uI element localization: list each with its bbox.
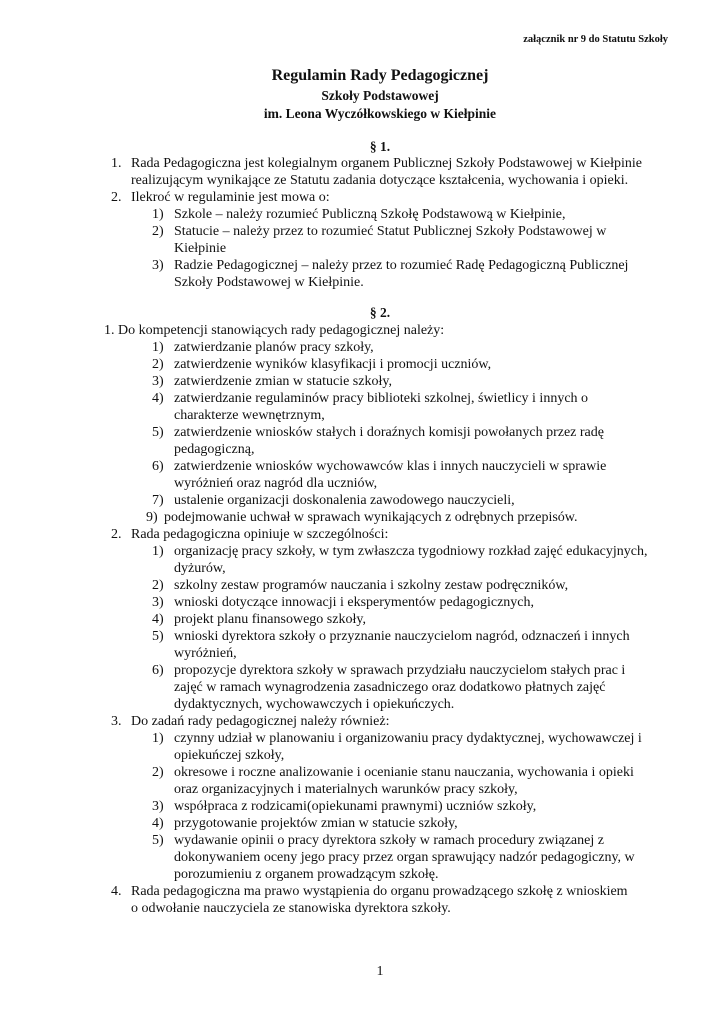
s1-item-2-number: 2. bbox=[111, 190, 122, 205]
s2-p3-item-number: 5) bbox=[152, 833, 164, 848]
document-subtitle-patron: im. Leona Wyczółkowskiego w Kiełpinie bbox=[263, 106, 497, 121]
s2-p1-item-line: pedagogiczną, bbox=[174, 442, 255, 457]
s2-p1-item-number: 5) bbox=[152, 425, 164, 440]
s1-sub-2-number: 2) bbox=[152, 224, 164, 239]
s2-p2-item-line: organizację pracy szkoły, w tym zwłaszcza tygodniowy rozkład zajęć edukacyjnych, bbox=[174, 544, 648, 559]
s2-p2-item-number: 1) bbox=[152, 544, 164, 559]
s2-p2-item-number: 4) bbox=[152, 612, 164, 627]
s1-sub-2-line-2: Kiełpinie bbox=[174, 241, 227, 256]
s2-p1-item-number: 7) bbox=[152, 493, 164, 508]
section-1-heading: § 1. bbox=[369, 139, 391, 154]
s2-paragraph-3: Do zadań rady pedagogicznej należy również: bbox=[131, 714, 390, 729]
s2-p2-item-line: propozycje dyrektora szkoły w sprawach przydziału nauczycielom stałych prac i bbox=[174, 663, 626, 678]
s2-p2-item-line: szkolny zestaw programów nauczania i szkolny zestaw podręczników, bbox=[174, 578, 569, 593]
s2-p1-item-line: zatwierdzanie planów pracy szkoły, bbox=[174, 340, 374, 355]
s2-p3-item-line: okresowe i roczne analizowanie i ocenianie stanu nauczania, wychowania i opieki bbox=[174, 765, 634, 780]
s1-sub-3-number: 3) bbox=[152, 258, 164, 273]
s1-sub-3-line-2: Szkoły Podstawowej w Kiełpinie. bbox=[174, 275, 364, 290]
document-title: Regulamin Rady Pedagogicznej bbox=[271, 67, 489, 84]
s1-sub-1-line-1: Szkole – należy rozumieć Publiczną Szkołę Podstawową w Kiełpinie, bbox=[174, 207, 566, 222]
s2-p2-item-line: wyróżnień, bbox=[174, 646, 237, 661]
s2-p3-item-line: przygotowanie projektów zmian w statucie szkoły, bbox=[174, 816, 458, 831]
annex-label: załącznik nr 9 do Statutu Szkoły bbox=[523, 34, 668, 45]
s2-p2-item-line: wnioski dyrektora szkoły o przyznanie nauczycielom nagród, odznaczeń i innych bbox=[174, 629, 630, 644]
s2-p3-item-line: porozumieniu z organem prowadzącym szkołę. bbox=[174, 867, 439, 882]
s2-p1-item-line: ustalenie organizacji doskonalenia zawodowego nauczycieli, bbox=[174, 493, 515, 508]
s2-p1-item-line: charakterze wewnętrznym, bbox=[174, 408, 325, 423]
s2-paragraph-2-number: 2. bbox=[111, 527, 122, 542]
s2-p2-item-line: wnioski dotyczące innowacji i eksperymentów pedagogicznych, bbox=[174, 595, 534, 610]
s2-p1-item-line: zatwierdzenie wniosków wychowawców klas i innych nauczycieli w sprawie bbox=[174, 459, 607, 474]
page-number: 1 bbox=[376, 964, 384, 979]
section-2-heading: § 2. bbox=[369, 305, 391, 320]
s2-paragraph-1: 1. Do kompetencji stanowiących rady pedagogicznej należy: bbox=[104, 323, 445, 338]
s1-sub-1-number: 1) bbox=[152, 207, 164, 222]
s2-p1-item-line: zatwierdzenie wniosków stałych i doraźnych komisji powołanych przez radę bbox=[174, 425, 604, 440]
s2-p3-item-line: oraz organizacyjnych i materialnych warunków pracy szkoły, bbox=[174, 782, 518, 797]
s2-p1-item-number: 4) bbox=[152, 391, 164, 406]
s2-p1-item-line: zatwierdzenie zmian w statucie szkoły, bbox=[174, 374, 392, 389]
s2-p2-item-line: zajęć w ramach wynagrodzenia zasadniczego oraz dodatkowo płatnych zajęć bbox=[174, 680, 606, 695]
s2-p1-item-line: podejmowanie uchwał w sprawach wynikających z odrębnych przepisów. bbox=[164, 510, 578, 525]
s2-p1-item-number: 1) bbox=[152, 340, 164, 355]
s2-p1-item-line: zatwierdzanie regulaminów pracy biblioteki szkolnej, świetlicy i innych o bbox=[174, 391, 589, 406]
s2-p1-item-line: wyróżnień oraz nagród dla uczniów, bbox=[174, 476, 378, 491]
s2-p2-item-line: dydaktycznych, wychowawczych i opiekuńczych. bbox=[174, 697, 455, 712]
s2-p2-item-line: dyżurów, bbox=[174, 561, 226, 576]
s1-item-1-line-1: Rada Pedagogiczna jest kolegialnym organem Publicznej Szkoły Podstawowej w Kiełpinie bbox=[131, 156, 643, 171]
s2-p3-item-number: 3) bbox=[152, 799, 164, 814]
s1-sub-2-line-1: Statucie – należy przez to rozumieć Statut Publicznej Szkoły Podstawowej w bbox=[174, 224, 607, 239]
s2-p3-item-line: czynny udział w planowaniu i organizowaniu pracy dydaktycznej, wychowawczej i bbox=[174, 731, 642, 746]
s2-paragraph-4-number: 4. bbox=[111, 884, 122, 899]
s1-item-1-number: 1. bbox=[111, 156, 122, 171]
s2-p3-item-line: opiekuńczej szkoły, bbox=[174, 748, 285, 763]
s2-p1-item-number: 6) bbox=[152, 459, 164, 474]
s2-paragraph-3-number: 3. bbox=[111, 714, 122, 729]
s2-p3-item-line: wydawanie opinii o pracy dyrektora szkoły w ramach procedury związanej z bbox=[174, 833, 604, 848]
s2-p1-item-number: 9) bbox=[146, 510, 158, 525]
s2-p2-item-line: projekt planu finansowego szkoły, bbox=[174, 612, 366, 627]
document-subtitle-school: Szkoły Podstawowej bbox=[321, 88, 439, 103]
s2-p1-item-number: 3) bbox=[152, 374, 164, 389]
s2-p1-item-line: zatwierdzenie wyników klasyfikacji i promocji uczniów, bbox=[174, 357, 492, 372]
s2-p2-item-number: 2) bbox=[152, 578, 164, 593]
s2-p2-item-number: 5) bbox=[152, 629, 164, 644]
s2-p2-item-number: 6) bbox=[152, 663, 164, 678]
s1-item-1-line-2: realizującym wynikające ze Statutu zadania dotyczące kształcenia, wychowania i opieki. bbox=[131, 173, 629, 188]
s1-sub-3-line-1: Radzie Pedagogicznej – należy przez to rozumieć Radę Pedagogiczną Publicznej bbox=[174, 258, 629, 273]
s2-paragraph-4-line-1: Rada pedagogiczna ma prawo wystąpienia do organu prowadzącego szkołę z wnioskiem bbox=[131, 884, 628, 899]
s2-p2-item-number: 3) bbox=[152, 595, 164, 610]
s2-p3-item-line: dokonywaniem oceny jego pracy przez organ sprawujący nadzór pedagogiczny, w bbox=[174, 850, 635, 865]
s2-p3-item-number: 4) bbox=[152, 816, 164, 831]
s2-paragraph-2: Rada pedagogiczna opiniuje w szczególności: bbox=[131, 527, 389, 542]
s1-item-2-line-1: Ilekroć w regulaminie jest mowa o: bbox=[131, 190, 330, 205]
s2-p3-item-number: 2) bbox=[152, 765, 164, 780]
s2-p3-item-line: współpraca z rodzicami(opiekunami prawnymi) uczniów szkoły, bbox=[174, 799, 537, 814]
s2-p3-item-number: 1) bbox=[152, 731, 164, 746]
s2-paragraph-4-line-2: o odwołanie nauczyciela ze stanowiska dyrektora szkoły. bbox=[131, 901, 451, 916]
s2-p1-item-number: 2) bbox=[152, 357, 164, 372]
